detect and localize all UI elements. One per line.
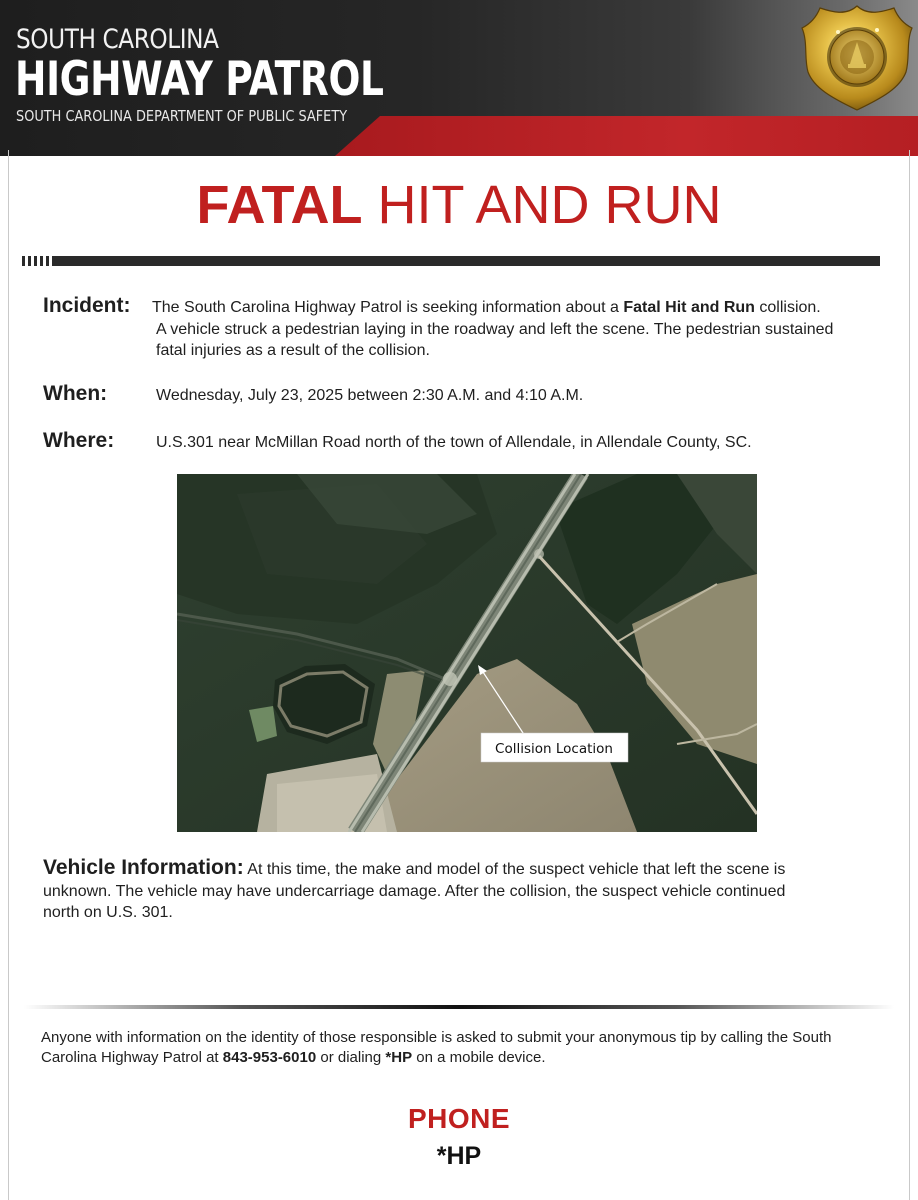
header-banner — [0, 0, 918, 156]
state-trooper-badge-icon — [798, 2, 916, 114]
where-text: U.S.301 near McMillan Road north of the town of Allendale, in Allendale County, SC. — [156, 434, 752, 451]
incident-label: Incident: — [43, 294, 131, 317]
vehicle-line-3: north on U.S. 301. — [43, 904, 173, 921]
where-label: Where: — [43, 429, 115, 452]
vehicle-label: Vehicle Information: — [43, 856, 244, 879]
phone-label: PHONE — [407, 1103, 511, 1134]
title-divider — [22, 254, 880, 268]
incident-line-2: A vehicle struck a pedestrian laying in the roadway and left the scene. The pedestrian sustained — [156, 321, 834, 338]
title-fatal: FATAL — [196, 175, 363, 235]
incident-line-1: The South Carolina Highway Patrol is seeking information about a Fatal Hit and Run collision. — [152, 299, 821, 316]
tip-star-code[interactable]: *HP — [385, 1049, 413, 1066]
map-callout-label: Collision Location — [495, 741, 613, 757]
aerial-map — [177, 474, 757, 832]
header-department-name: SOUTH CAROLINA DEPARTMENT OF PUBLIC SAFETY — [16, 107, 348, 125]
tip-instructions — [41, 1028, 891, 1068]
when-label: When: — [43, 382, 108, 405]
header-state-name: SOUTH CAROLINA — [16, 24, 219, 55]
tip-line-1: Anyone with information on the identity of those responsible is asked to submit your anonymous tip by calling the South — [41, 1029, 832, 1046]
header-agency-name: HIGHWAY PATROL — [15, 52, 384, 107]
when-text: Wednesday, July 23, 2025 between 2:30 A.M. and 4:10 A.M. — [156, 387, 584, 404]
tip-phone-number[interactable]: 843-953-6010 — [222, 1049, 317, 1066]
vehicle-line-1: Vehicle Information: At this time, the make and model of the suspect vehicle that left the scene is — [43, 856, 786, 879]
tip-line-2: Carolina Highway Patrol at 843-953-6010 or dialing *HP on a mobile device. — [41, 1049, 546, 1066]
section-divider — [24, 1003, 894, 1011]
phone-value[interactable]: *HP — [436, 1142, 482, 1170]
title-hit-and-run: HIT AND RUN — [377, 175, 722, 235]
incident-line-3: fatal injuries as a result of the collision. — [156, 342, 430, 359]
vehicle-line-2: unknown. The vehicle may have undercarriage damage. After the collision, the suspect vehicle continued — [43, 883, 786, 900]
page-title — [0, 174, 918, 236]
